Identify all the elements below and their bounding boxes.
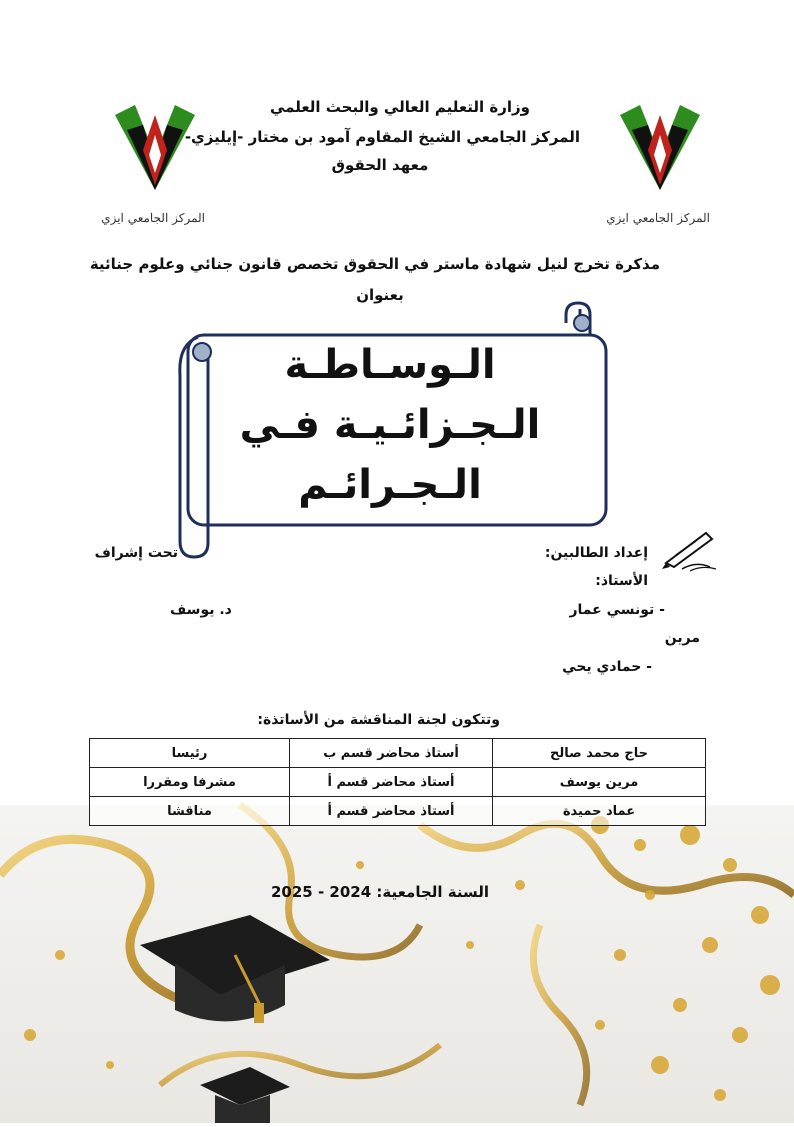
jury-member-role: مشرفا ومقررا <box>90 768 290 797</box>
supervisor-name-continued: مرين <box>664 630 700 646</box>
jury-intro: وتتكون لجنة المناقشة من الأساتذة: <box>257 712 500 728</box>
university-logo-right <box>606 95 710 225</box>
professor-label: الأستاذ: <box>595 573 648 589</box>
jury-table <box>89 738 706 826</box>
student-1: - تونسي عمار <box>569 602 665 618</box>
jury-member-grade: أستاذ محاضر قسم ب <box>290 739 493 768</box>
jury-member-role: رئيسا <box>90 739 290 768</box>
thesis-title <box>190 338 590 518</box>
thesis-title-line2: الـجـزائـيـة فـي <box>239 402 541 448</box>
jury-member-grade: أستاذ محاضر قسم أ <box>290 768 493 797</box>
graduation-background-image <box>0 805 794 1123</box>
thesis-title-line1: الـوسـاطـة <box>284 342 496 388</box>
jury-member-grade: أستاذ محاضر قسم أ <box>290 797 493 826</box>
student-2: - حمادي يحي <box>562 659 652 675</box>
supervisor-name: د. يوسف <box>170 602 232 618</box>
logo-caption: المركز الجامعي ايزي <box>606 211 710 225</box>
logo-caption: المركز الجامعي ايزي <box>101 211 205 225</box>
university-name: المركز الجامعي الشيخ المقاوم آمود بن مختار -إيليزي- <box>184 128 580 146</box>
ministry-name: وزارة التعليم العالي والبحث العلمي <box>269 98 531 116</box>
supervision-label: تحت إشراف <box>94 545 178 561</box>
title-intro: بعنوان <box>356 286 404 304</box>
prepared-by-label: إعداد الطالبين: <box>544 545 648 561</box>
logo-emblem-icon <box>610 95 710 205</box>
table-row <box>90 768 706 797</box>
jury-member-name: حاج محمد صالح <box>493 739 706 768</box>
university-logo-left <box>101 95 205 225</box>
jury-member-name: مرين يوسف <box>493 768 706 797</box>
thesis-title-line3: الـجـرائـم <box>298 462 482 508</box>
table-row <box>90 739 706 768</box>
table-row <box>90 797 706 826</box>
jury-member-role: مناقشا <box>90 797 290 826</box>
pen-icon <box>660 527 718 571</box>
logo-emblem-icon <box>105 95 205 205</box>
thesis-description: مذكرة تخرج لنيل شهادة ماستر في الحقوق تخصص قانون جنائي وعلوم جنائية <box>89 255 660 273</box>
jury-member-name: عماد حميدة <box>493 797 706 826</box>
academic-year: السنة الجامعية: 2024 - 2025 <box>270 883 490 901</box>
institute-name: معهد الحقوق <box>331 156 429 174</box>
